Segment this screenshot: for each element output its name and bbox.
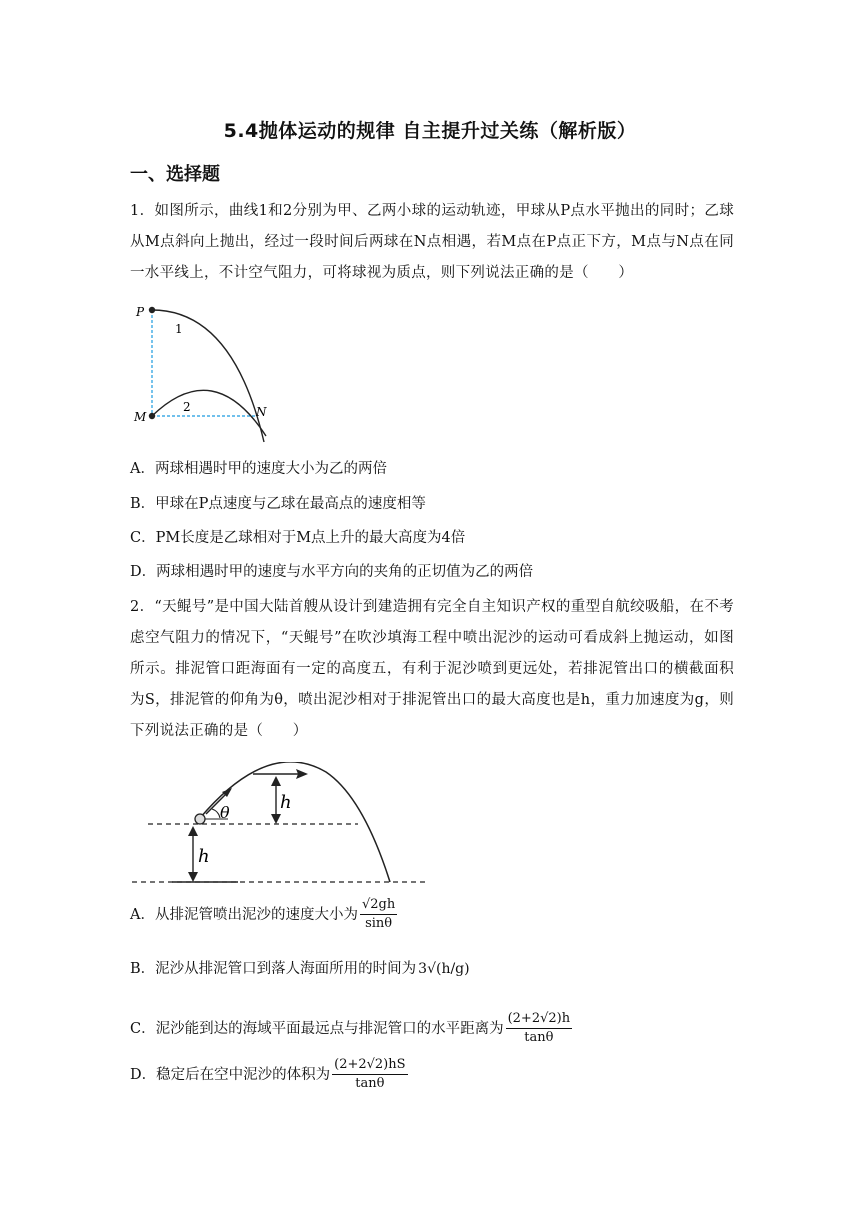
- section-heading: 一、选择题: [130, 164, 220, 185]
- option-a-text: A．从排泥管喷出泥沙的速度大小为: [130, 906, 358, 923]
- question-1-text: 1．如图所示，曲线1和2分别为甲、乙两小球的运动轨迹，甲球从P点水平抛出的同时；乙球从M点斜向上抛出，经过一段时间后两球在N点相遇，若M点在P点正下方，M点与N点在同一水平线上，不计空气阻力，可将球视为质点，则下列说法正确的是（ ）: [130, 203, 734, 281]
- question-1-option-d: D．两球相遇时甲的速度与水平方向的夹角的正切值为乙的两倍: [130, 564, 534, 580]
- label-P: P: [136, 305, 145, 319]
- option-b-expression: 3√(h/g): [418, 961, 470, 977]
- question-2-option-c: [130, 1010, 572, 1047]
- page-title: 5.4抛体运动的规律 自主提升过关练（解析版）: [223, 120, 637, 142]
- option-c-denominator: tanθ: [524, 1030, 554, 1045]
- label-N: N: [256, 405, 267, 419]
- question-1-option-a: A．两球相遇时甲的速度大小为乙的两倍: [130, 461, 387, 477]
- option-d-denominator: tanθ: [355, 1076, 385, 1091]
- option-d-numerator: (2+2√2)hS: [332, 1056, 407, 1075]
- option-d-fraction: [332, 1056, 407, 1093]
- label-M: M: [134, 410, 147, 424]
- question-2-option-d: [130, 1056, 408, 1093]
- question-2-text: 2．“天鲲号”是中国大陆首艘从设计到建造拥有完全自主知识产权的重型自航绞吸船，在不考虑空气阻力的情况下，“天鲲号”在吹沙填海工程中喷出泥沙的运动可看成斜上抛运动，如图所示。排泥管口距海面有一定的高度五，有利于泥沙喷到更远处，若排泥管出口的横截面积为S，排泥管的仰角为θ，喷出泥沙相对于排泥管出口的最大高度也是h，重力加速度为g，则下列说法正确的是（ ）: [130, 599, 734, 739]
- label-theta: θ: [220, 803, 230, 822]
- label-h-bottom: h: [198, 846, 210, 867]
- option-c-text: C．泥沙能到达的海域平面最远点与排泥管口的水平距离为: [130, 1020, 504, 1037]
- label-curve-2: 2: [183, 400, 191, 414]
- option-b-text: B．泥沙从排泥管口到落人海面所用的时间为: [130, 961, 417, 977]
- option-a-numerator: √2gh: [360, 896, 397, 915]
- option-a-denominator: sinθ: [365, 916, 393, 931]
- label-h-top: h: [280, 792, 292, 813]
- option-d-text: D．稳定后在空中泥沙的体积为: [130, 1066, 331, 1083]
- question-2-option-a: [130, 896, 397, 933]
- option-c-fraction: [506, 1010, 573, 1047]
- question-1-option-c: C．PM长度是乙球相对于M点上升的最大高度为4倍: [130, 530, 466, 546]
- question-1-figure: [128, 296, 288, 446]
- question-2-option-b: [130, 958, 470, 980]
- question-1-option-b: B．甲球在P点速度与乙球在最高点的速度相等: [130, 496, 426, 512]
- option-c-numerator: (2+2√2)h: [506, 1010, 573, 1029]
- question-2-figure: [128, 762, 438, 890]
- option-a-fraction: [360, 896, 397, 933]
- label-curve-1: 1: [175, 322, 183, 336]
